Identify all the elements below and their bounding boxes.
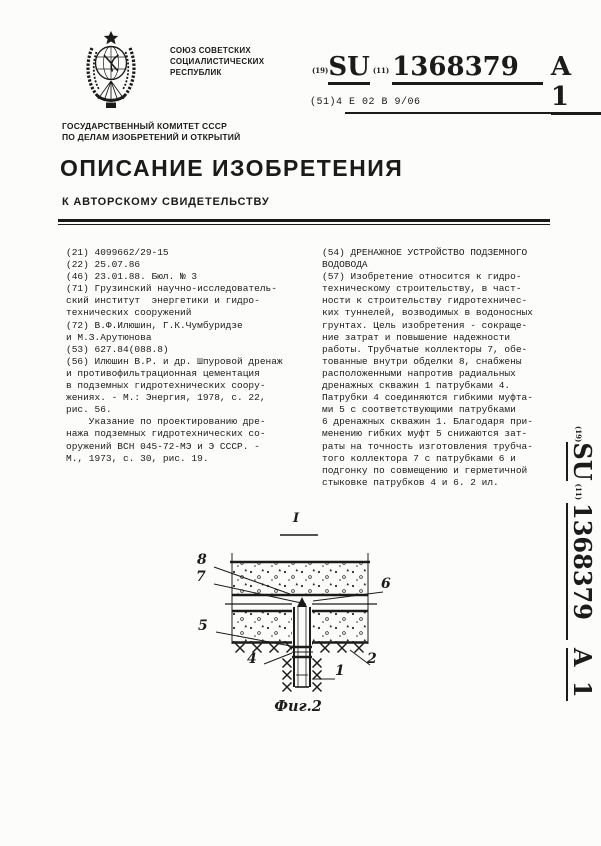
side-kind-code: A 1	[568, 647, 597, 701]
figure-caption: Фиг.2	[274, 698, 322, 715]
ref-label-8: 8	[197, 552, 207, 568]
number-prefix: (11)	[372, 66, 390, 75]
country-code-prefix: (19)	[312, 66, 329, 75]
bibliographic-column: (21) 4099662/29-15 (22) 25.07.86 (46) 23.01.88. Бюл. № 3 (71) Грузинский научно-исследователь- ский институт энергетики и гидро- технических сооружений (72) В.Ф.Илюшин, Г.К.Чумбуридзе и М.З.Арутюнова (53) 627.84(088.8) (56) Илюшин В.Р. и др. Шпуровой дренаж и противофильтрационная цементация в подземных гидротехнических соору- жениях. - М.: Энергия, 1978, с. 22, рис. 56. Указание по проектированию дре- нажа подземных гидротехнических со- оружений ВСН 045-72-МЭ и Э СССР. - М., 1973, с. 30, рис. 19.	[66, 247, 283, 464]
ref-label-6: 6	[381, 576, 391, 592]
ussr-emblem-icon	[84, 30, 138, 112]
figure-2-drawing	[180, 512, 410, 724]
ref-label-4: 4	[247, 651, 257, 667]
side-number-prefix: (11)	[574, 483, 583, 501]
ref-label-7: 7	[196, 569, 206, 585]
figure-2	[180, 512, 410, 724]
ipc-classification: (51)4 E 02 B 9/06	[310, 97, 421, 108]
ipc-underline	[345, 112, 567, 114]
committee-name: ГОСУДАРСТВЕННЫЙ КОМИТЕТ СССР ПО ДЕЛАМ ИЗОБРЕТЕНИЙ И ОТКРЫТИЙ	[62, 121, 241, 142]
abstract-column: (54) ДРЕНАЖНОЕ УСТРОЙСТВО ПОДЗЕМНОГО ВОДОВОДА (57) Изобретение относится к гидро- техническому строительству, в част- ности к строительству гидротехничес- ких туннелей, возводимых в водоносных грунтах. Цель изобретения - сокраще- ние затрат и повышение надежности работы. Трубчатые коллекторы 7, обе- тованные внутри обделки 8, снабжены расположенными напротив радиальных дренажных скважин 1 патрубками 4. Патрубки 4 соединяются гибкими муфта- ми 5 с соответствующими патрубками 6 дренажных скважин 1. Благодаря при- менению гибких муфт 5 снижаются зат- раты на точность изготовления трубча- того коллектора 7 с патрубками 6 и подгонку по совмещению и герметичной стыковке патрубков 4 и 6. 2 ил.	[322, 247, 533, 488]
side-country-code: SU	[568, 442, 597, 481]
ref-label-1: 1	[335, 663, 345, 679]
union-name: СОЮЗ СОВЕТСКИХ СОЦИАЛИСТИЧЕСКИХ РЕСПУБЛИК	[170, 46, 265, 77]
header-rule	[58, 219, 550, 225]
ref-label-2: 2	[367, 651, 377, 667]
kind-code: A 1	[551, 52, 601, 115]
side-country-code-prefix: (19)	[574, 426, 583, 443]
document-subtitle: К АВТОРСКОМУ СВИДЕТЕЛЬСТВУ	[62, 196, 270, 208]
side-publication-number: 1368379	[566, 503, 596, 640]
publication-number: 1368379	[392, 52, 543, 85]
document-title: ОПИСАНИЕ ИЗОБРЕТЕНИЯ	[60, 155, 404, 181]
country-code: SU	[328, 52, 369, 85]
ref-label-5: 5	[198, 618, 208, 634]
figure-section-mark: I	[292, 511, 300, 526]
